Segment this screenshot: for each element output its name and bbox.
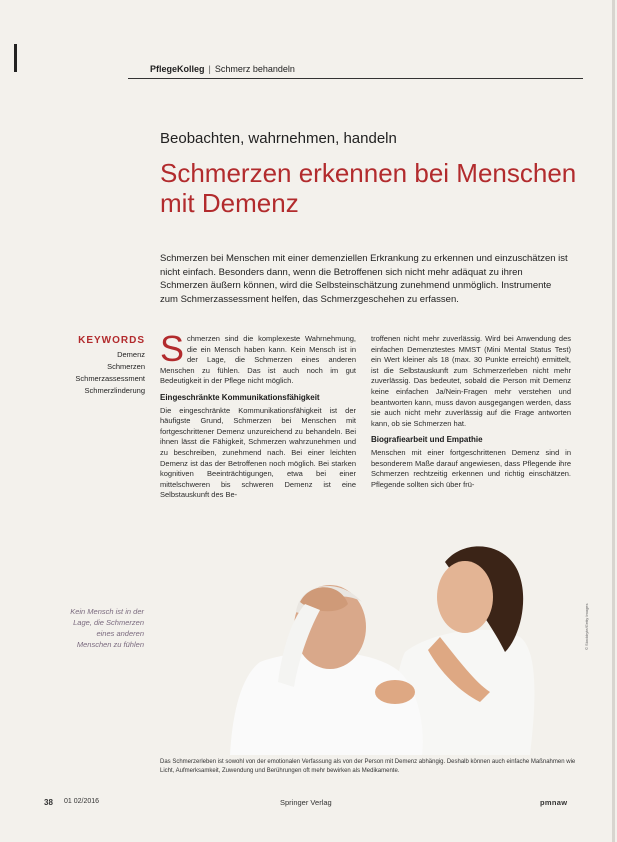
article-title: Schmerzen erkennen bei Menschen mit Demenz [160,158,577,218]
keywords-title: KEYWORDS [78,335,145,346]
keywords-box [40,335,145,397]
body-paragraph: Menschen mit einer fortgeschrittenen Demenz sind in besonderem Maße darauf angewiesen, dass Pflegende ihre Schmerzen rechtzeitig erkennen und richtig einschätzen. Pflegende sollten sich über frü- [371,447,571,489]
running-header [150,64,295,74]
keyword-item: Schmerzassessment [75,374,145,383]
journal-brand: pmnaw [540,798,568,807]
body-paragraph: troffenen nicht mehr zuverlässig. Wird bei Anwendung des einfachen Demenztestes MMST (Mini Mental Status Test) ein Wert kleiner als 18 (max. 30 Punkte erreicht) ermittelt, ist die Selbstauskunft zum Schmerzerleben nicht mehr zuverlässig. Das bedeutet, sobald die Person mit Demenz keine einfachen Ja/Nein-Fragen mehr verstehen und beantworten kann, muss davon ausgegangen werden, dass sie auch nicht mehr zuverlässig auf die Frage antworten kann, ob sie Schmerzen hat. [371,334,571,428]
body-text: chmerzen sind die komplexeste Wahrnehmung, die ein Mensch haben kann. Kein Mensch ist in der Lage, die Schmerzen eines anderen Menschen zu fühlen. Das ist auch noch im gut Bedeutigkeit in der Pflege nicht möglich. [160,334,356,386]
photo-credit: © Stockbyte/Getty Images [584,603,589,650]
keyword-item: Schmerzen [107,362,145,371]
body-paragraph [160,328,356,387]
section-label: PflegeKolleg [150,64,205,74]
header-separator: | [208,64,211,74]
drop-cap: S [160,328,185,369]
body-column-2 [371,334,571,490]
issue-info: 01 02/2016 [64,798,100,805]
subheading: Biografiearbeit und Empathie [371,435,483,445]
article-photo [190,542,592,755]
keyword-item: Schmerzlinderung [84,386,145,395]
publisher-name: Springer Verlag [280,798,332,807]
photo-caption: Das Schmerzerleben ist sowohl von der emotionalen Verfassung als von der Person mit Demenz abhängig. Deshalb können auch einfache Maßnahmen wie Licht, Aufmerksamkeit, Zuwendung und Berührungen oft mehr bewirken als Medikamente. [160,759,576,774]
page-number: 38 [44,798,53,807]
page-edge [612,0,615,842]
pull-quote: Kein Mensch ist in der Lage, die Schmerzen eines anderen Menschen zu fühlen [70,607,144,649]
article-kicker: Beobachten, wahrnehmen, handeln [160,130,397,147]
photo-illustration [190,542,592,755]
body-paragraph: Die eingeschränkte Kommunikationsfähigkeit ist der häufigste Grund, Schmerzen bei Menschen mit fortgeschrittener Demenz unzureichend zu behandeln. Bei ihnen lässt die Fähigkeit, Schmerzen wahrzunehmen und zu beschreiben, zunehmend nach. Bei einer leichten Demenz ist das der Betroffenen noch möglich. Bei starken kognitiven Beeinträchtigungen, etwa bei einer mittelschweren bis schweren Demenz ist eine Selbstauskunft des Be- [160,405,356,500]
header-rule [128,78,583,79]
subheading: Eingeschränkte Kommunikationsfähigkeit [160,392,320,402]
keyword-item: Demenz [117,350,145,359]
body-column-1 [160,328,356,501]
page-margin-bar [14,44,17,72]
article-intro: Schmerzen bei Menschen mit einer demenziellen Erkrankung zu erkennen und einzuschätzen ist nicht einfach. Besonders dann, wenn die Betroffenen sich nicht mehr adäquat zu ihren Schmerzen äußern können, wird die Selbsteinschätzung zunehmend unmöglich. Instrumente zum Schmerzassessment helfen, das Schmerzgeschehen zu erfassen. [160,253,568,305]
topic-label: Schmerz behandeln [214,64,295,74]
